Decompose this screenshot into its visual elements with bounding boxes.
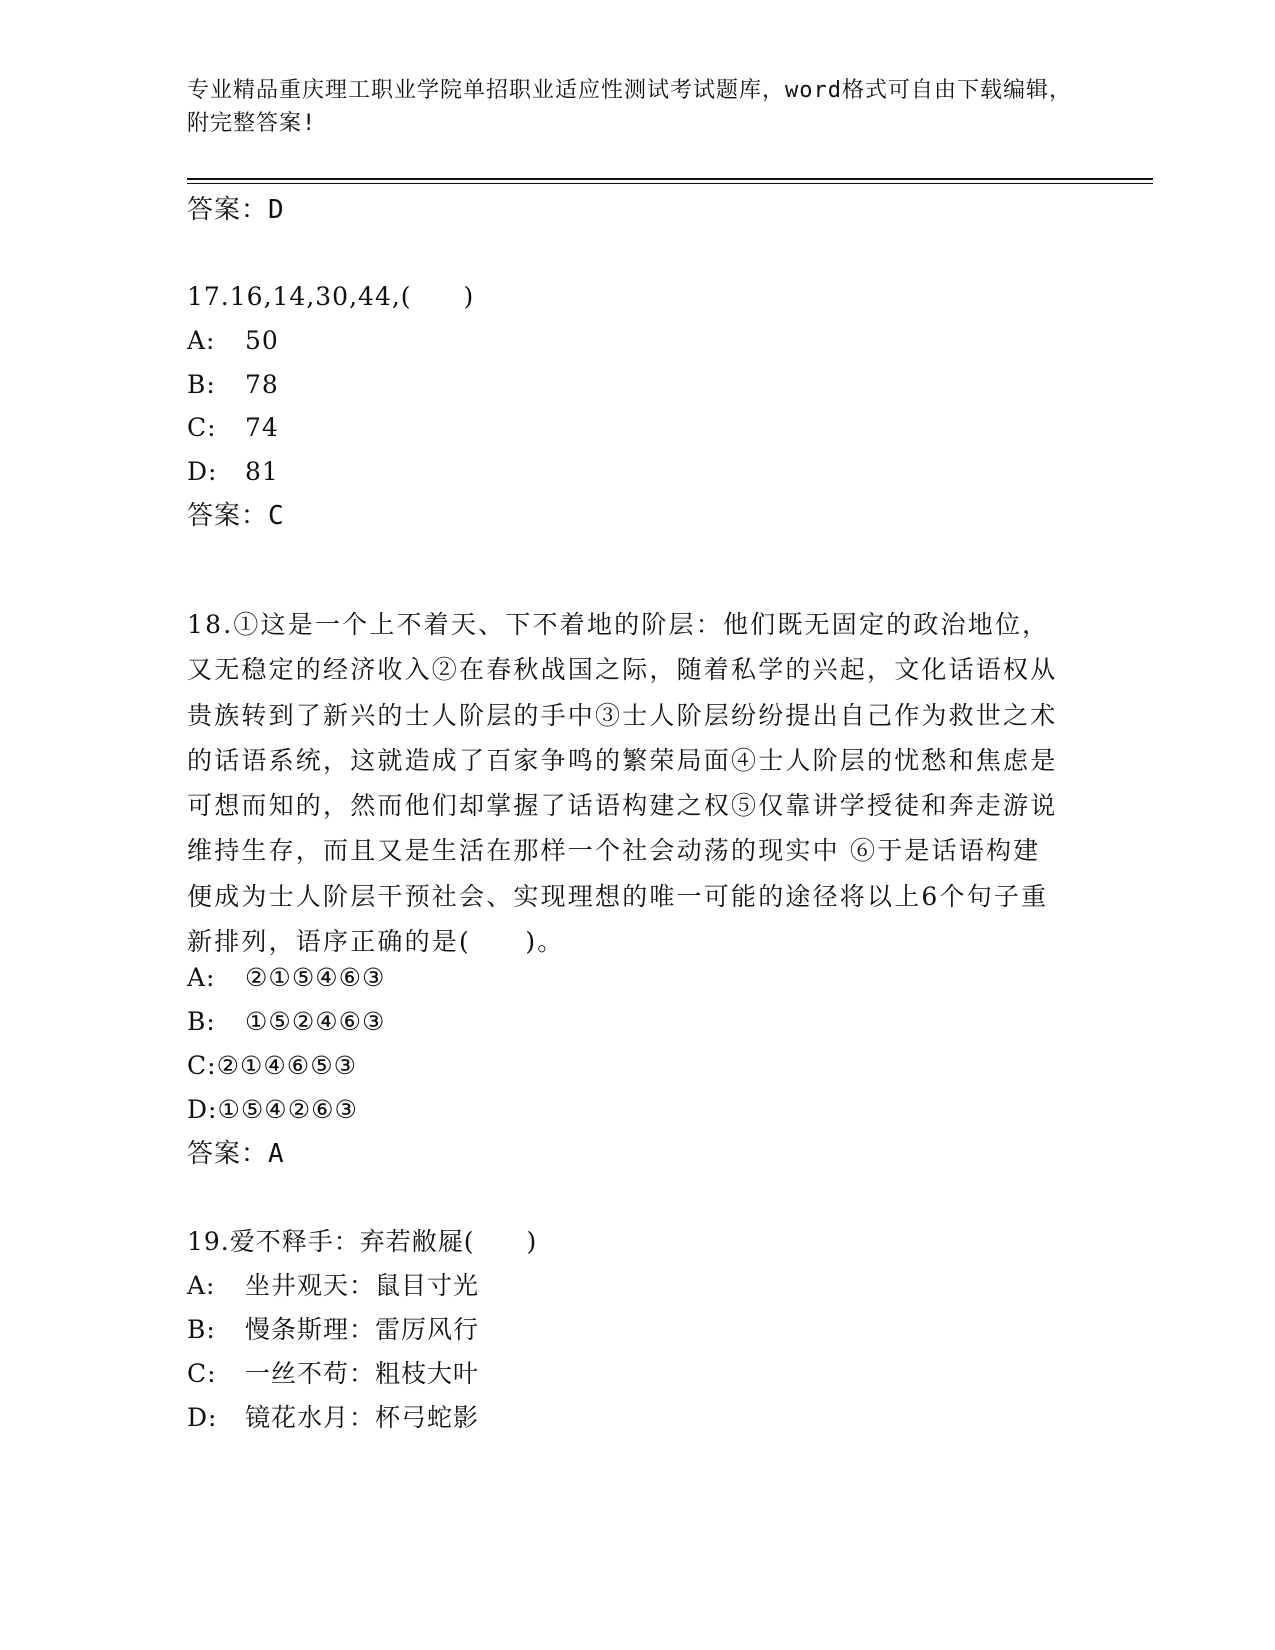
q17-option-d [187,457,279,487]
option-letter: D: [187,1403,218,1432]
option-text: 一丝不苟：粗枝大叶 [245,1359,480,1388]
option-letter: C: [187,413,217,442]
option-letter: C: [187,1359,217,1388]
q19-option-b [187,1315,479,1345]
q19-option-a [187,1271,479,1301]
option-text: ②①④⑥⑤③ [216,1051,358,1080]
option-text: 74 [245,413,279,442]
option-letter: B: [187,370,216,399]
option-letter: D: [187,457,218,486]
option-letter: B: [187,1315,216,1344]
q17-answer: 答案：C [187,501,285,531]
q18-option-c [187,1051,357,1081]
option-letter: A: [187,1271,216,1300]
option-text: ①⑤④②⑥③ [217,1095,358,1124]
q19-option-d [187,1403,479,1433]
q16-answer: 答案：D [187,195,285,225]
q18-option-b [187,1007,385,1037]
option-letter: A: [187,963,216,992]
q18-stem: 18.①这是一个上不着天、下不着地的阶层：他们既无固定的政治地位，又无稳定的经济收入②在春秋战国之际，随着私学的兴起，文化话语权从贵族转到了新兴的士人阶层的手中③士人阶层纷纷提出自己作为救世之术的话语系统，这就造成了百家争鸣的繁荣局面④士人阶层的忧愁和焦虑是可想而知的，然而他们却掌握了话语构建之权⑤仅靠讲学授徒和奔走游说维持生存，而且又是生活在那样一个社会动荡的现实中 ⑥于是话语构建便成为士人阶层干预社会、实现理想的唯一可能的途径将以上6个句子重新排列，语序正确的是( )。 [187,610,1058,957]
option-text: ①⑤②④⑥③ [245,1007,386,1036]
q19-stem: 19.爱不释手：弃若敝屣( ) [187,1227,538,1256]
option-text: 坐井观天：鼠目寸光 [245,1271,480,1300]
option-text: 镜花水月：杯弓蛇影 [245,1403,480,1432]
q19-option-c [187,1359,479,1389]
option-letter: C: [187,1051,217,1080]
header-divider [187,178,1153,180]
header-divider-thin [187,183,1153,184]
q17-stem: 17.16,14,30,44,( ) [187,282,475,311]
option-text: 50 [245,326,279,355]
option-text: ②①⑤④⑥③ [245,963,386,992]
q18-option-a [187,963,385,993]
page-header: 专业精品重庆理工职业学院单招职业适应性测试考试题库，word格式可自由下载编辑，附完整答案! [187,78,1072,136]
option-letter: D: [187,1095,218,1124]
q17-option-c [187,413,279,443]
option-text: 81 [245,457,279,486]
q17-option-a [187,326,279,356]
option-letter: B: [187,1007,216,1036]
q18-option-d [187,1095,358,1125]
option-letter: A: [187,326,216,355]
q18-answer: 答案：A [187,1139,285,1169]
q17-option-b [187,370,279,400]
option-text: 78 [245,370,279,399]
option-text: 慢条斯理：雷厉风行 [245,1315,480,1344]
